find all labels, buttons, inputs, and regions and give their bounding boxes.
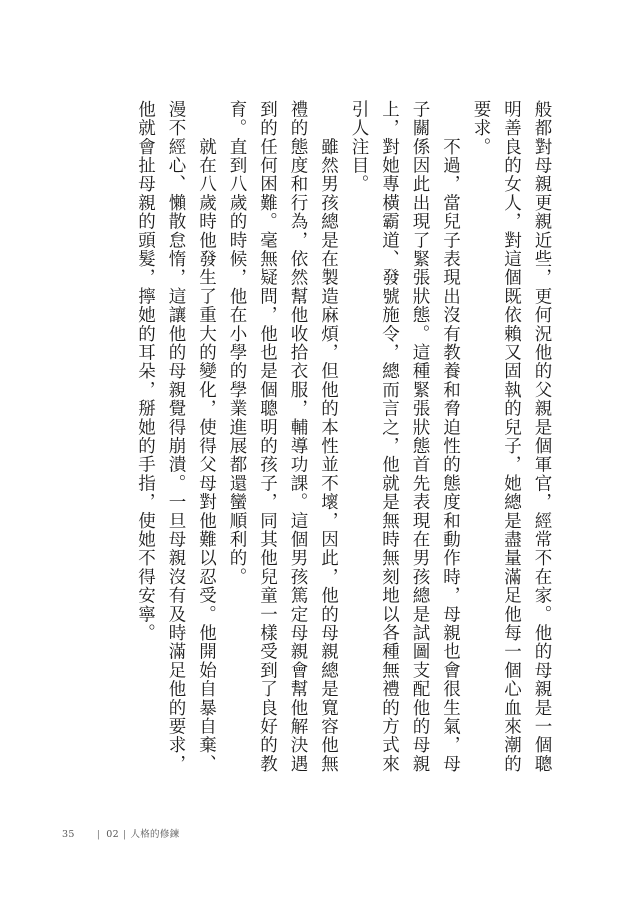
text-line: 明善良的女人，對這個既依賴又固執的兒子，她總是盡量滿足他每一個心血來潮的 bbox=[501, 100, 522, 774]
text-line: 到的任何困難。毫無疑問，他也是個聰明的孩子，同其他兒童一樣受到了良好的教 bbox=[257, 100, 278, 774]
text-line: 引人注目。 bbox=[349, 100, 369, 194]
text-line: 就在八歲時他發生了重大的變化，使得父母對他難以忍受。他開始自暴自棄、 bbox=[196, 100, 217, 774]
footer-separator: | bbox=[122, 829, 127, 840]
footer-separator: | bbox=[96, 829, 101, 840]
text-line: 他就會扯母親的頭髮，擰她的耳朵，掰她的手指，使她不得安寧。 bbox=[135, 100, 156, 643]
page-number: 35 bbox=[62, 829, 75, 840]
text-line: 不過，當兒子表現出沒有教養和脅迫性的態度和動作時，母親也會很生氣，母 bbox=[440, 100, 461, 774]
text-line: 子關係因此出現了緊張狀態。這種緊張狀態首先表現在男孩總是試圖支配他的母親 bbox=[410, 100, 430, 774]
text-line: 雖然男孩總是在製造麻煩，但他的本性並不壞，因此，他的母親總是寬容他無 bbox=[318, 100, 339, 774]
page-footer bbox=[62, 826, 179, 840]
text-line: 禮的態度和行為，依然幫他收拾衣服，輔導功課。這個男孩篤定母親會幫他解決遇 bbox=[288, 100, 308, 774]
text-line: 般都對母親更親近些，更何況他的父親是個軍官，經常不在家。他的母親是一個聰 bbox=[532, 100, 552, 774]
text-line: 上，對她專橫霸道、發號施令，總而言之，他就是無時無刻地以各種無禮的方式來 bbox=[379, 100, 400, 774]
body-text bbox=[130, 100, 557, 774]
text-line: 漫不經心、懶散怠惰，這讓他的母親覺得崩潰。一旦母親沒有及時滿足他的要求， bbox=[166, 100, 186, 774]
text-line: 育。直到八歲的時候，他在小學的學業進展都還蠻順利的。 bbox=[227, 100, 247, 587]
section-title: 人格的修鍊 bbox=[130, 829, 180, 840]
text-line: 要求。 bbox=[471, 100, 491, 157]
chapter-number: 02 bbox=[106, 829, 119, 840]
